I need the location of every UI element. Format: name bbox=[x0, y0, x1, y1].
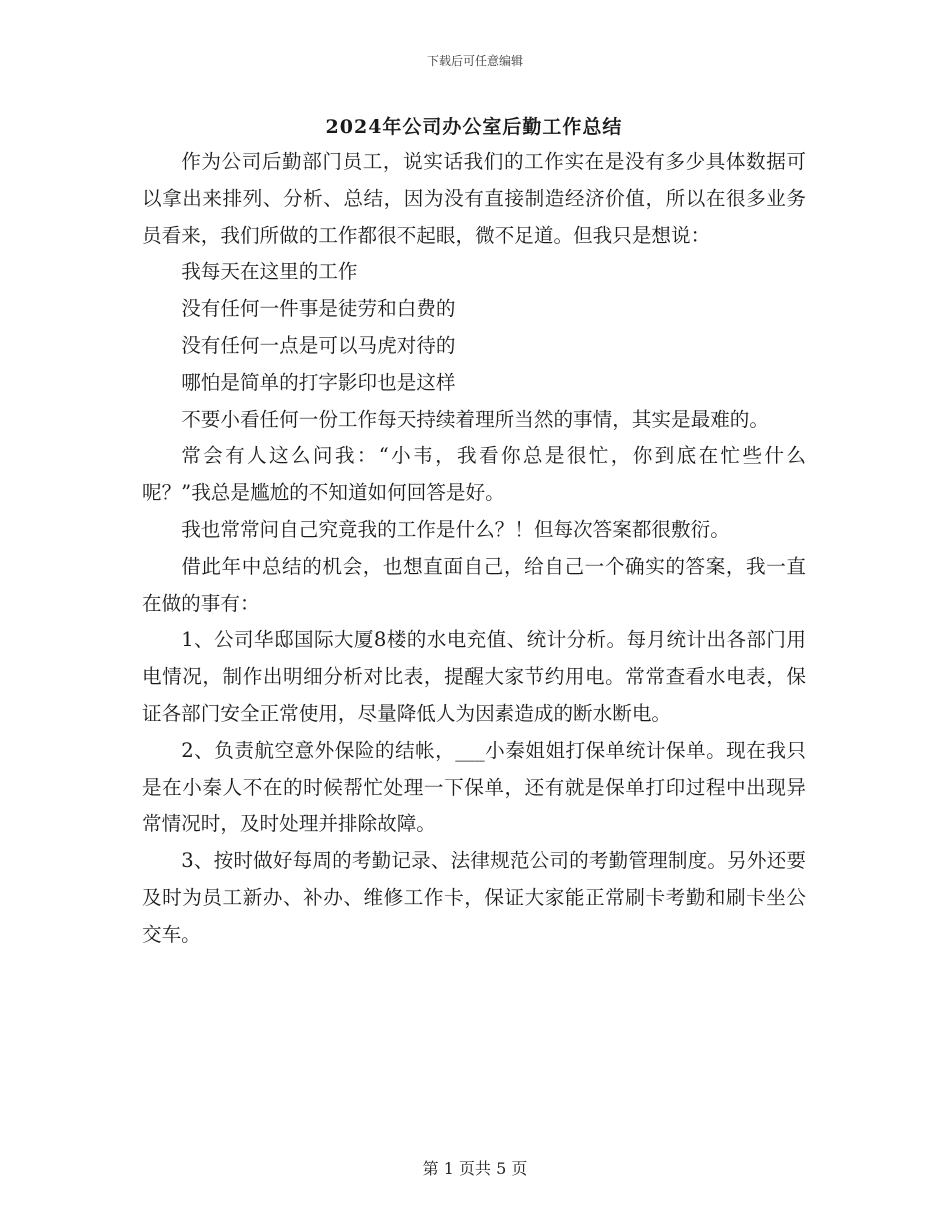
document-body bbox=[142, 112, 806, 954]
paragraph: 2、负责航空意外保险的结帐，___小秦姐姐打保单统计保单。现在我只是在小秦人不在的时候帮忙处理一下保单，还有就是保单打印过程中出现异常情况时，及时处理并排除故障。 bbox=[142, 738, 806, 836]
paragraph: 我每天在这里的工作 bbox=[181, 260, 358, 284]
paragraph: 我也常常问自己究竟我的工作是什么？！但每次答案都很敷衍。 bbox=[181, 517, 730, 541]
document-title: 2024年公司办公室后勤工作总结 bbox=[325, 116, 623, 138]
paragraph: 3、按时做好每周的考勤记录、法律规范公司的考勤管理制度。另外还要及时为员工新办、补办、维修工作卡，保证大家能正常刷卡考勤和刷卡坐公交车。 bbox=[142, 849, 806, 946]
paragraph: 不要小看任何一份工作每天持续着理所当然的事情，其实是最难的。 bbox=[181, 407, 769, 431]
paragraph: 没有任何一点是可以马虎对待的 bbox=[181, 333, 456, 357]
page-header-note: 下载后可任意编辑 bbox=[426, 54, 523, 68]
paragraph: 没有任何一件事是徒劳和白费的 bbox=[181, 297, 456, 321]
paragraph: 常会有人这么问我：“小韦，我看你总是很忙，你到底在忙些什么呢？”我总是尴尬的不知道如何回答是好。 bbox=[142, 444, 806, 505]
page-number: 第 1 页共 5 页 bbox=[422, 1159, 528, 1178]
paragraph: 作为公司后勤部门员工，说实话我们的工作实在是没有多少具体数据可以拿出来排列、分析、总结，因为没有直接制造经济价值，所以在很多业务员看来，我们所做的工作都很不起眼，微不足道。但我只是想说： bbox=[142, 150, 806, 247]
paragraph: 1、公司华邸国际大厦8楼的水电充值、统计分析。每月统计出各部门用电情况，制作出明细分析对比表，提醒大家节约用电。常常查看水电表，保证各部门安全正常使用，尽量降低人为因素造成的断水断电。 bbox=[142, 628, 806, 725]
paragraph: 哪怕是简单的打字影印也是这样 bbox=[181, 370, 456, 394]
paragraph: 借此年中总结的机会，也想直面自己，给自己一个确实的答案，我一直在做的事有： bbox=[142, 554, 806, 615]
